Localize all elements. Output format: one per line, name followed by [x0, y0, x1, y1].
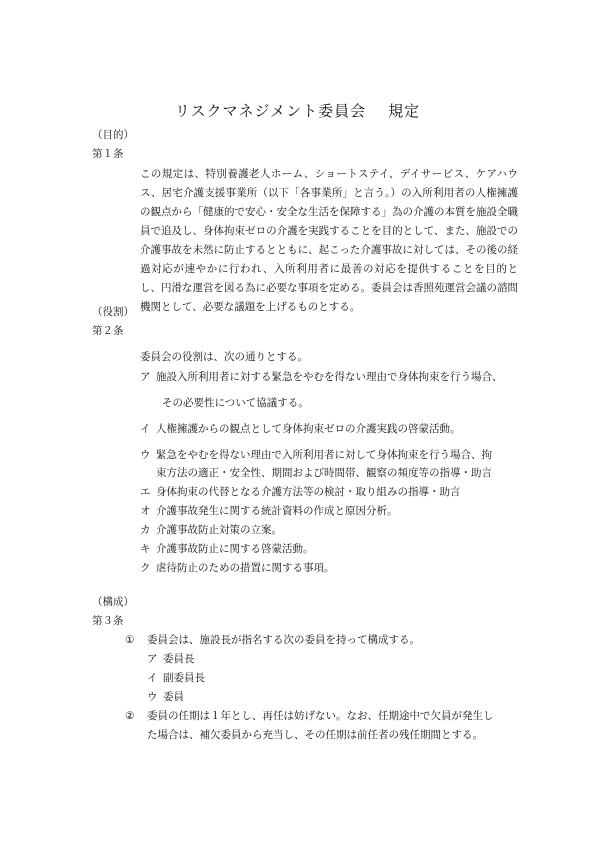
section2-heading: （役割）: [92, 306, 134, 318]
role-item-a: ア 施設入所利用者に対する緊急をやむを得ない理由で身体拘束を行う場合、: [140, 371, 503, 383]
composition-item-2: ② 委員の任期は１年とし、再任は妨げない。なお、任期途中で欠員が発生し: [125, 710, 494, 722]
member-vice-chair: イ 副委員長: [147, 672, 205, 684]
section1-heading: （目的）: [92, 129, 134, 141]
role-item-u: ウ 緊急をやむを得ない理由で入所利用者に対して身体拘束を行う場合、拘: [140, 449, 492, 461]
role-item-ku: ク 虐待防止のための措置に関する事項。: [140, 562, 335, 574]
document-title: [0, 100, 595, 121]
role-item-ki: キ 介護事故防止に関する啓蒙活動。: [140, 543, 314, 555]
role-item-o: オ 介護事故発生に関する統計資料の作成と原因分析。: [140, 505, 398, 517]
title-main: リスクマネジメント委員会: [174, 102, 367, 120]
role-item-ka: カ 介護事故防止対策の立案。: [140, 524, 282, 536]
section2-article: 第２条: [92, 325, 124, 337]
role-item-u-cont: 束方法の適正・安全性、期間および時間帯、観察の頻度等の指導・助言: [156, 467, 492, 479]
role-item-e: エ 身体拘束の代替となる介護方法等の検討・取り組みの指導・助言: [140, 486, 461, 498]
role-item-i: イ 人権擁護からの観点として身体拘束ゼロの介護実践の啓蒙活動。: [140, 423, 461, 435]
section2-intro: 委員会の役割は、次の通りとする。: [140, 351, 308, 363]
section3-article: 第３条: [92, 615, 124, 627]
composition-item-1: ① 委員会は、施設長が指名する次の委員を持って構成する。: [125, 634, 420, 646]
composition-item-2-cont: た場合は、補欠委員から充当し、その任期は前任者の残任期間とする。: [147, 729, 483, 741]
member-member: ウ 委員: [147, 691, 184, 703]
member-chair: ア 委員長: [147, 653, 195, 665]
title-suffix: 規定: [388, 102, 421, 120]
section3-heading: （構成）: [92, 596, 134, 608]
role-item-a-cont: その必要性について協議する。: [162, 397, 309, 409]
section1-text: この規定は、特別養護老人ホーム、ショートステイ、デイサービス、ケアハウス、居宅介護支援事業所（以下「各事業所」と言う。）の入所利用者の人権擁護の観点から「健康的で安心・安全な生活を保障する」為の介護の本質を施設全職員で追及し、身体拘束ゼロの介護を実践することを目的として、また、施設での介護事故を未然に防止するとともに、起こった介護事故に対しては、その後の経過対応が速やかに行われ、入所利用者に最善の対応を提供することを目的とし、円滑な運営を図る為に必要な事項を定める。委員会は香照苑運営会議の諮問機関として、必要な議題を上げるものとする。: [140, 168, 518, 313]
section1-article: 第１条: [92, 148, 124, 160]
